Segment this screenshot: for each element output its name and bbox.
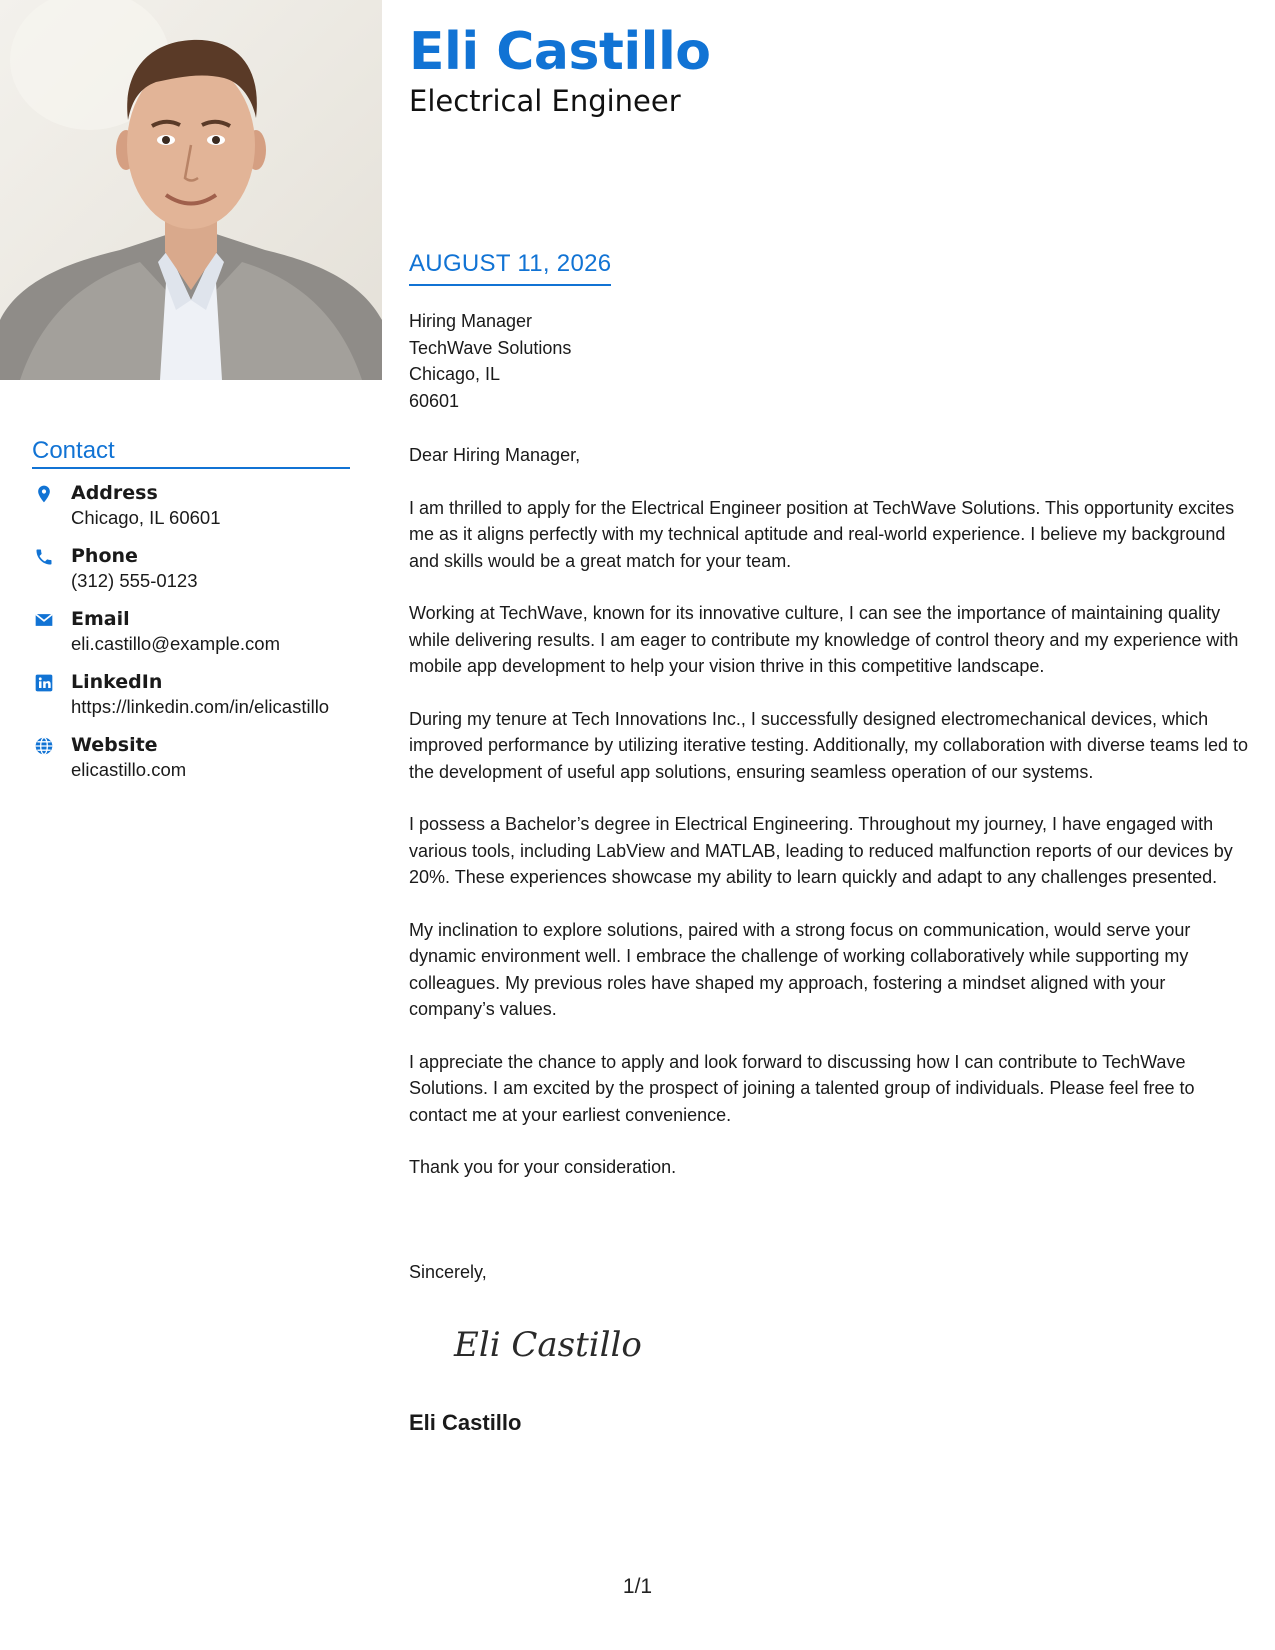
contact-item-website bbox=[32, 734, 372, 797]
signature-image bbox=[450, 1318, 650, 1373]
contact-label: Website bbox=[71, 734, 158, 756]
linkedin-icon bbox=[34, 673, 54, 693]
letter-paragraph: My inclination to explore solutions, paired with a strong focus on communication, would serve your dynamic environment well. I embrace the challenge of working collaboratively while supporting my colleagues. My previous roles have shaped my approach, fostering a mindset aligned with your company’s values. bbox=[409, 919, 1191, 1019]
contact-label: Address bbox=[71, 482, 158, 504]
contact-item-linkedin bbox=[32, 671, 372, 734]
recipient-line: Chicago, IL bbox=[409, 364, 501, 384]
letter-paragraph: Working at TechWave, known for its innovative culture, I can see the importance of maintaining quality while delivering results. I am eager to contribute my knowledge of control theory and my experience with mobile app development to help your vision thrive in this competitive landscape. bbox=[409, 603, 1239, 676]
phone-icon bbox=[34, 547, 54, 567]
recipient-line: Hiring Manager bbox=[409, 311, 533, 331]
contact-label: Phone bbox=[71, 545, 138, 567]
contact-item-email bbox=[32, 608, 372, 671]
contact-value[interactable]: https://linkedin.com/in/elicastillo bbox=[71, 696, 330, 717]
recipient-block bbox=[409, 308, 571, 414]
job-title: Electrical Engineer bbox=[409, 84, 681, 118]
letter-body bbox=[409, 442, 1249, 1207]
envelope-icon bbox=[34, 610, 54, 630]
globe-icon bbox=[34, 736, 54, 756]
recipient-line: 60601 bbox=[409, 390, 460, 411]
contact-label: Email bbox=[71, 608, 130, 630]
profile-photo bbox=[0, 0, 382, 380]
contact-label: LinkedIn bbox=[71, 671, 163, 693]
letter-closing: Sincerely, bbox=[409, 1262, 487, 1282]
candidate-name: Eli Castillo bbox=[409, 22, 711, 82]
page-number: 1/1 bbox=[622, 1575, 653, 1598]
letter-paragraph: I am thrilled to apply for the Electrical Engineer position at TechWave Solutions. This opportunity excites me as it aligns perfectly with my technical aptitude and real-world experience. I believe my background and skills would be a great match for your team. bbox=[409, 497, 1235, 571]
contact-list bbox=[32, 482, 372, 797]
portrait-illustration bbox=[0, 0, 382, 380]
map-pin-icon bbox=[34, 484, 54, 504]
letter-paragraph: Thank you for your consideration. bbox=[409, 1157, 677, 1177]
letter-paragraph: I appreciate the chance to apply and look forward to discussing how I can contribute to TechWave Solutions. I am excited by the prospect of joining a talented group of individuals. Please feel free to contact me at your earliest convenience. bbox=[409, 1051, 1195, 1125]
letter-greeting: Dear Hiring Manager, bbox=[409, 445, 581, 465]
signer-name: Eli Castillo bbox=[409, 1410, 522, 1435]
recipient-line: TechWave Solutions bbox=[409, 337, 572, 358]
letter-paragraph: I possess a Bachelor’s degree in Electrical Engineering. Throughout my journey, I have engaged with various tools, including LabView and MATLAB, leading to reduced malfunction reports of our devices by 20%. These experiences showcase my ability to learn quickly and adapt to any challenges presented. bbox=[409, 814, 1233, 887]
contact-value[interactable]: eli.castillo@example.com bbox=[71, 633, 280, 654]
contact-heading: Contact bbox=[32, 437, 350, 469]
contact-item-phone bbox=[32, 545, 372, 608]
letter-paragraph: During my tenure at Tech Innovations Inc., I successfully designed electromechanical devices, which improved performance by utilizing iterative testing. Additionally, my collaboration with diverse teams led to the development of useful app solutions, ensuring seamless operation of our systems. bbox=[409, 708, 1249, 782]
contact-value[interactable]: elicastillo.com bbox=[71, 759, 187, 780]
contact-value: Chicago, IL 60601 bbox=[71, 507, 221, 528]
signature-text: Eli Castillo bbox=[454, 1325, 642, 1365]
letter-date: AUGUST 11, 2026 bbox=[409, 250, 611, 286]
contact-item-address bbox=[32, 482, 372, 545]
contact-value: (312) 555-0123 bbox=[71, 570, 198, 591]
